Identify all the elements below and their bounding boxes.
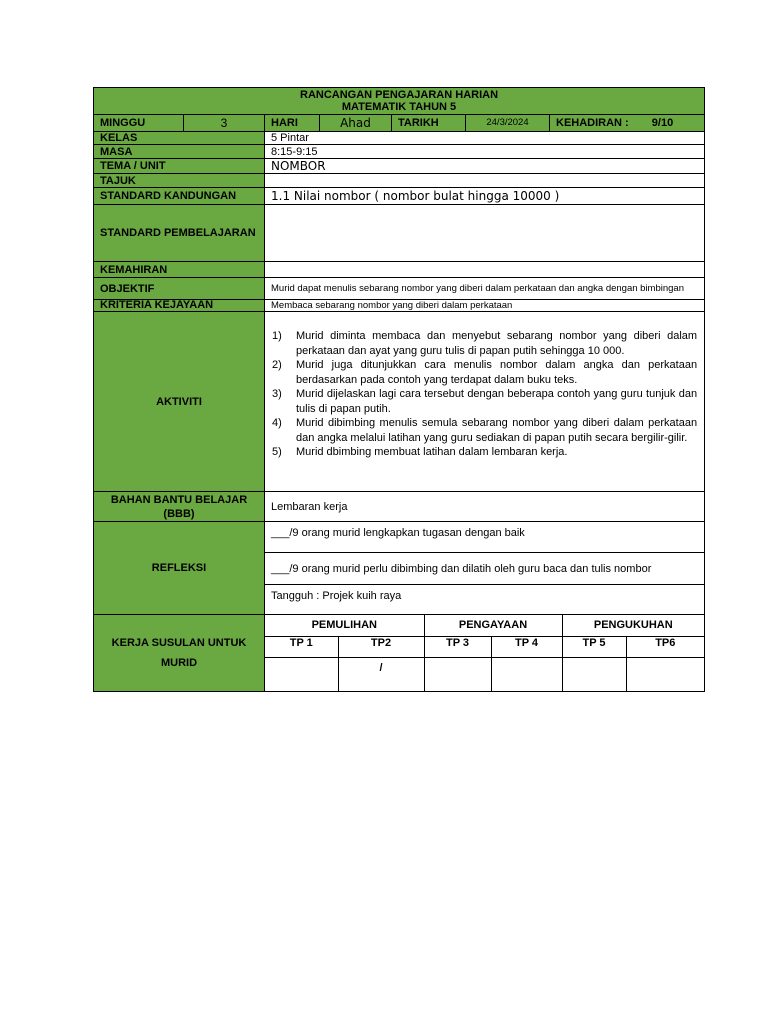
tema-row	[94, 159, 705, 174]
kemahiran-row	[94, 262, 705, 278]
kehadiran-label: KEHADIRAN :	[556, 117, 629, 129]
tajuk-value	[265, 174, 705, 188]
aktiviti-item-num: 4)	[272, 417, 282, 430]
aktiviti-item-num: 5)	[272, 446, 282, 459]
tajuk-label: TAJUK	[94, 174, 265, 188]
kemahiran-label: KEMAHIRAN	[94, 262, 265, 278]
aktiviti-item	[272, 358, 697, 387]
tp-mark-6	[626, 657, 704, 691]
aktiviti-item	[272, 416, 697, 445]
sk-row	[94, 188, 705, 205]
tp-2: TP2	[338, 636, 424, 657]
group-header-row	[265, 615, 704, 636]
tp-mark-1	[265, 657, 338, 691]
tarikh-value: 24/3/2024	[466, 115, 550, 132]
lesson-plan-sheet	[93, 87, 704, 692]
refleksi-row-1	[94, 522, 705, 553]
objektif-value: Murid dapat menulis sebarang nombor yang diberi dalam perkataan dan angka dengan bimbingan	[265, 278, 705, 300]
minggu-row	[94, 115, 705, 132]
minggu-label: MINGGU	[94, 115, 184, 132]
kelas-label: KELAS	[94, 132, 265, 145]
tema-value: NOMBOR	[265, 159, 705, 174]
title-row	[94, 88, 705, 115]
kelas-row	[94, 132, 705, 145]
refleksi-line3: Tangguh : Projek kuih raya	[265, 585, 705, 615]
bbb-label: BAHAN BANTU BELAJAR (BBB)	[94, 492, 265, 522]
masa-value: 8:15-9:15	[265, 145, 705, 159]
kriteria-row	[94, 300, 705, 312]
tp-mark-row	[265, 657, 704, 691]
hari-value: Ahad	[320, 115, 392, 132]
aktiviti-row	[94, 312, 705, 492]
aktiviti-item-text: Murid diminta membaca dan menyebut sebarang nombor yang diberi dalam perkataan dan ayat yang guru tulis di papan putih sehingga 10 000.	[296, 330, 698, 357]
sp-row	[94, 205, 705, 262]
refleksi-line2: ___/9 orang murid perlu dibimbing dan dilatih oleh guru baca dan tulis nombor	[265, 553, 705, 585]
tp-mark-3	[424, 657, 491, 691]
tp-1: TP 1	[265, 636, 338, 657]
tajuk-row	[94, 174, 705, 188]
tp-mark-4	[491, 657, 562, 691]
aktiviti-item-text: Murid dbimbing membuat latihan dalam lembaran kerja.	[296, 446, 568, 459]
kriteria-label: KRITERIA KEJAYAAN	[94, 300, 265, 312]
tp-3: TP 3	[424, 636, 491, 657]
aktiviti-item	[272, 329, 697, 358]
group-pengayaan: PENGAYAAN	[424, 615, 562, 636]
tp-4: TP 4	[491, 636, 562, 657]
aktiviti-item-num: 2)	[272, 359, 282, 372]
sp-label: STANDARD PEMBELAJARAN	[94, 205, 265, 262]
title-line2: MATEMATIK TAHUN 5	[341, 101, 457, 113]
kerja-susulan-row	[94, 615, 705, 692]
refleksi-line1: ___/9 orang murid lengkapkan tugasan dengan baik	[265, 522, 705, 553]
aktiviti-cell	[265, 312, 705, 492]
aktiviti-list	[272, 329, 697, 460]
sk-label: STANDARD KANDUNGAN	[94, 188, 265, 205]
sp-value	[265, 205, 705, 262]
bbb-row	[94, 492, 705, 522]
group-pemulihan: PEMULIHAN	[265, 615, 424, 636]
objektif-row	[94, 278, 705, 300]
aktiviti-item-text: Murid dibimbing menulis semula sebarang nombor yang diberi dalam perkataan dan angka melalui latihan yang guru sediakan di papan putih secara bergilir-gilir.	[296, 417, 698, 444]
hari-label: HARI	[265, 115, 320, 132]
kehadiran-cell	[550, 115, 705, 132]
kelas-value: 5 Pintar	[265, 132, 705, 145]
tp-mark-5	[562, 657, 626, 691]
title-cell	[94, 88, 705, 115]
tarikh-label: TARIKH	[392, 115, 466, 132]
sk-value: 1.1 Nilai nombor ( nombor bulat hingga 10000 )	[265, 188, 705, 205]
aktiviti-item-num: 1)	[272, 330, 282, 343]
tp-row	[265, 636, 704, 657]
kerja-susulan-label: KERJA SUSULAN UNTUK MURID	[94, 615, 265, 692]
kemahiran-value	[265, 262, 705, 278]
tp-6: TP6	[626, 636, 704, 657]
kehadiran-value: 9/10	[651, 117, 674, 129]
masa-row	[94, 145, 705, 159]
tp-mark-2: /	[338, 657, 424, 691]
aktiviti-item	[272, 445, 697, 460]
aktiviti-item-num: 3)	[272, 388, 282, 401]
aktiviti-item	[272, 387, 697, 416]
tp-5: TP 5	[562, 636, 626, 657]
aktiviti-item-text: Murid juga ditunjukkan cara menulis nombor dalam angka dan perkataan berdasarkan pada contoh yang terdapat dalam buku teks.	[296, 359, 698, 386]
objektif-label: OBJEKTIF	[94, 278, 265, 300]
bbb-value: Lembaran kerja	[265, 492, 705, 522]
kerja-susulan-grid	[265, 615, 704, 691]
title-line1: RANCANGAN PENGAJARAN HARIAN	[300, 89, 499, 101]
tema-label: TEMA / UNIT	[94, 159, 265, 174]
minggu-value: 3	[184, 115, 265, 132]
aktiviti-label: AKTIVITI	[94, 312, 265, 492]
refleksi-label: REFLEKSI	[94, 522, 265, 615]
lesson-plan-table	[93, 87, 705, 692]
group-pengukuhan: PENGUKUHAN	[562, 615, 704, 636]
kriteria-value: Membaca sebarang nombor yang diberi dalam perkataan	[265, 300, 705, 312]
kerja-susulan-grid-cell	[265, 615, 705, 692]
aktiviti-item-text: Murid dijelaskan lagi cara tersebut dengan beberapa contoh yang guru tunjuk dan tulis di papan putih.	[296, 388, 698, 415]
masa-label: MASA	[94, 145, 265, 159]
